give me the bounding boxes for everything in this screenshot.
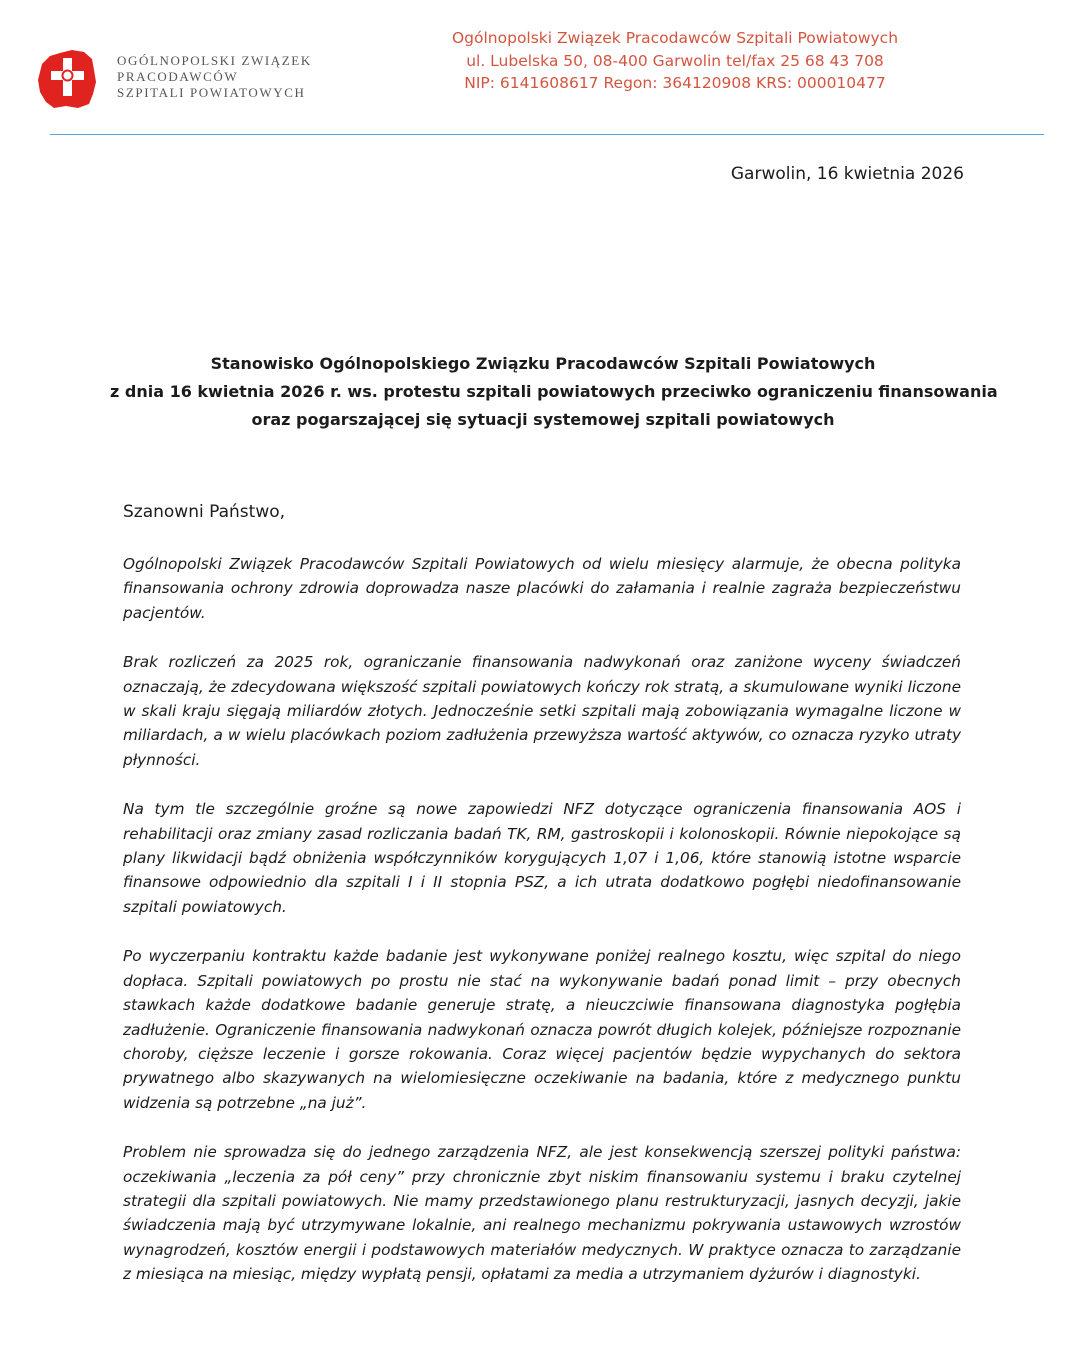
association-logo — [32, 44, 102, 112]
logo-line-1: OGÓLNOPOLSKI ZWIĄZEK — [117, 53, 312, 68]
body-paragraph: Po wyczerpaniu kontraktu każde badanie jest wykonywane poniżej realnego kosztu, więc szpital do niego dopłaca. Szpitali powiatowych po prostu nie stać na wykonywanie badań ponad limit – przy obecnych stawkach każde dodatkowe badanie generuje stratę, a nieuczciwie finansowana diagnostyka pogłębia zadłużenie. Ograniczenie finansowania nadwykonań oznacza powrót długich kolejek, późniejsze rozpoznanie choroby, cięższe leczenie i gorsze rokowania. Coraz więcej pacjentów będzie wypychanych do sektora prywatnego albo skazywanych na wielomiesięczne oczekiwanie na badania, które z medycznego punktu widzenia są potrzebne „na już”. — [123, 947, 961, 1112]
title-line-3: oraz pogarszającej się sytuacji systemowej szpitali powiatowych — [251, 410, 835, 429]
letterhead-divider — [50, 134, 1044, 135]
body-paragraph: Problem nie sprowadza się do jednego zarządzenia NFZ, ale jest konsekwencją szerszej polityki państwa: oczekiwania „leczenia za pół ceny” przy chronicznie zbyt niskim finansowaniu systemu i braku czytelnej strategii dla szpitali powiatowych. Nie mamy przedstawionego planu restrukturyzacji, jasnych decyzji, jakie świadczenia mają być utrzymywane lokalnie, ani realnego mechanizmu pokrywania ustawowych wzrostów wynagrodzeń, kosztów energii i podstawowych materiałów medycznych. W praktyce oznacza to zarządzanie z miesiąca na miesiąc, między wypłatą pensji, opłatami za media a utrzymaniem dyżurów i diagnostyki. — [123, 1143, 961, 1284]
letterhead-contact — [440, 27, 910, 95]
salutation: Szanowni Państwo, — [123, 502, 286, 522]
document-title — [110, 350, 998, 434]
logo-line-3: SZPITALI POWIATOWYCH — [117, 85, 306, 100]
body-paragraph: Na tym tle szczególnie groźne są nowe zapowiedzi NFZ dotyczące ograniczenia finansowania AOS i rehabilitacji oraz zmiany zasad rozliczania badań TK, RM, gastroskopii i kolonoskopii. Równie niepokojące są plany likwidacji bądź obniżenia współczynników korygujących 1,07 i 1,06, które stanowią istotne wsparcie finansowe odpowiednio dla szpitali I i II stopnia PSZ, a ich utrata dodatkowo pogłębi niedofinansowanie szpitali powiatowych. — [123, 800, 961, 916]
org-name: Ogólnopolski Związek Pracodawców Szpitali Powiatowych — [451, 29, 899, 47]
letter-date: Garwolin, 16 kwietnia 2026 — [730, 164, 964, 184]
letter-body — [123, 552, 961, 1312]
logo-line-2: PRACODAWCÓW — [117, 69, 239, 84]
title-line-2: z dnia 16 kwietnia 2026 r. ws. protestu szpitali powiatowych przeciwko ograniczeniu finansowania — [110, 382, 998, 401]
body-paragraph: Brak rozliczeń za 2025 rok, ograniczanie finansowania nadwykonań oraz zaniżone wyceny świadczeń oznaczają, że zdecydowana większość szpitali powiatowych kończy rok stratą, a skumulowane wyniki liczone w skali kraju sięgają miliardów złotych. Jednocześnie setki szpitali mają zobowiązania wymagalne liczone w miliardach, a w wielu placówkach poziom zadłużenia przewyższa wartość aktywów, co oznacza ryzyko utraty płynności. — [123, 653, 961, 769]
title-line-1: Stanowisko Ogólnopolskiego Związku Pracodawców Szpitali Powiatowych — [210, 354, 876, 373]
logo-wordmark — [117, 53, 312, 101]
org-registration-ids: NIP: 6141608617 Regon: 364120908 KRS: 000010477 — [464, 74, 886, 92]
org-address: ul. Lubelska 50, 08-400 Garwolin tel/fax 25 68 43 708 — [466, 51, 884, 70]
body-paragraph: Ogólnopolski Związek Pracodawców Szpitali Powiatowych od wielu miesięcy alarmuje, że obecna polityka finansowania ochrony zdrowia doprowadza nasze placówki do załamania i realnie zagraża bezpieczeństwu pacjentów. — [123, 555, 961, 622]
cross-horizontal — [51, 71, 84, 80]
